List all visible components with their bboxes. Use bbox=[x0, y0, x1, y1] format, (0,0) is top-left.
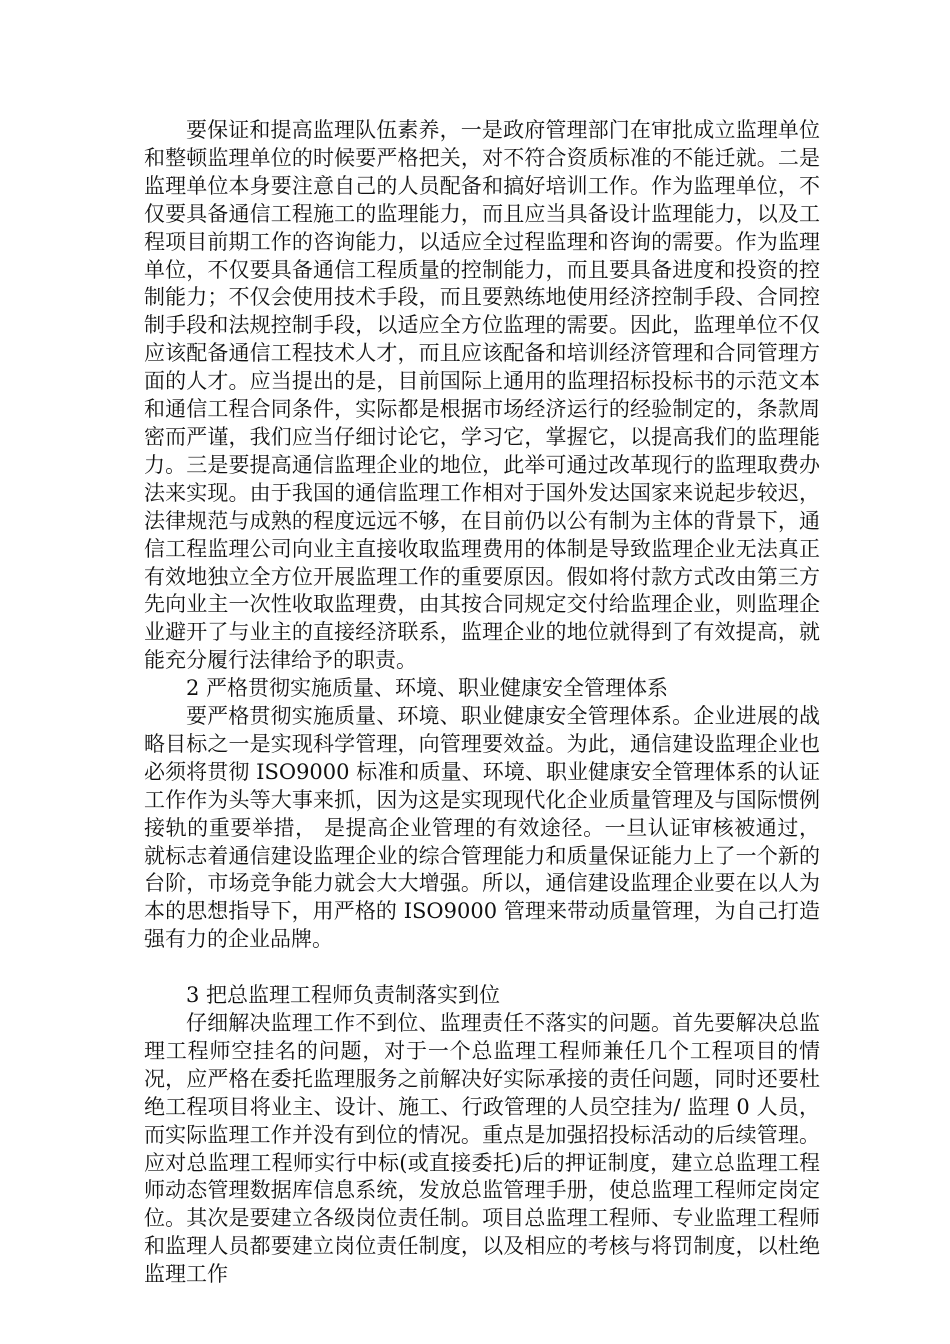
section-heading-2: 2 严格贯彻实施质量、环境、职业健康安全管理体系 bbox=[186, 676, 669, 701]
paragraph-spacer bbox=[144, 954, 820, 982]
paragraph-management-system: 要严格贯彻实施质量、环境、职业健康安全管理体系。企业进展的战略目标之一是实现科学管理，向管理要效益。为此，通信建设监理企业也必须将贯彻 ISO9000 标准和质量、环境、职业健康安全管理体系的认证工作作为头等大事来抓，因为这是实现现代化企业质量管理及与国际惯例接轨的重要举措， 是提高企业管理的有效途径。一旦认证审核被通过，就标志着通信建设监理企业的综合管理能力和质量保证能力上了一个新的台阶，市场竞争能力就会大大增强。所以，通信建设监理企业要在以人为本的思想指导下，用严格的 ISO9000 管理来带动质量管理，为自己打造强有力的企业品牌。 bbox=[144, 704, 820, 952]
paragraph-staff-quality: 要保证和提高监理队伍素养，一是政府管理部门在审批成立监理单位和整顿监理单位的时候要严格把关，对不符合资质标准的不能迁就。二是监理单位本身要注意自己的人员配备和搞好培训工作。作为监理单位，不仅要具备通信工程施工的监理能力，而且应当具备设计监理能力，以及工程项目前期工作的咨询能力，以适应全过程监理和咨询的需要。作为监理单位，不仅要具备通信工程质量的控制能力，而且要具备进度和投资的控制能力；不仅会使用技术手段，而且要熟练地使用经济控制手段、合同控制手段和法规控制手段，以适应全方位监理的需要。因此，监理单位不仅应该配备通信工程技术人才，而且应该配备和培训经济管理和合同管理方面的人才。应当提出的是，目前国际上通用的监理招标投标书的示范文本和通信工程合同条件，实际都是根据市场经济运行的经验制定的，条款周密而严谨，我们应当仔细讨论它，学习它，掌握它，以提高我们的监理能力。三是要提高通信监理企业的地位，此举可通过改革现行的监理取费办法来实现。由于我国的通信监理工作相对于国外发达国家来说起步较迟，法律规范与成熟的程度远远不够，在目前仍以公有制为主体的背景下，通信工程监理公司向业主直接收取监理费用的体制是导致监理企业无法真正有效地独立全方位开展监理工作的重要原因。假如将付款方式改由第三方先向业主一次性收取监理费，由其按合同规定交付给监理企业，则监理企业避开了与业主的直接经济联系，监理企业的地位就得到了有效提高，就能充分履行法律给予的职责。 bbox=[144, 118, 820, 673]
paragraph-chief-engineer: 仔细解决监理工作不到位、监理责任不落实的问题。首先要解决总监理工程师空挂名的问题，对于一个总监理工程师兼任几个工程项目的情况，应严格在委托监理服务之前解决好实际承接的责任问题，同时还要杜绝工程项目将业主、设计、施工、行政管理的人员空挂为/ 监理 0 人员，而实际监理工作并没有到位的情况。重点是加强招投标活动的后续管理。应对总监理工程师实行中标(或直接委托)后的押证制度，建立总监理工程师动态管理数据库信息系统，发放总监管理手册，使总监理工程师定岗定位。其次是要建立各级岗位责任制。项目总监理工程师、专业监理工程师和监理人员都要建立岗位责任制度，以及相应的考核与将罚制度，以杜绝监理工作 bbox=[144, 1010, 820, 1287]
document-body bbox=[144, 117, 820, 1289]
section-heading-3: 3 把总监理工程师负责制落实到位 bbox=[186, 983, 501, 1008]
